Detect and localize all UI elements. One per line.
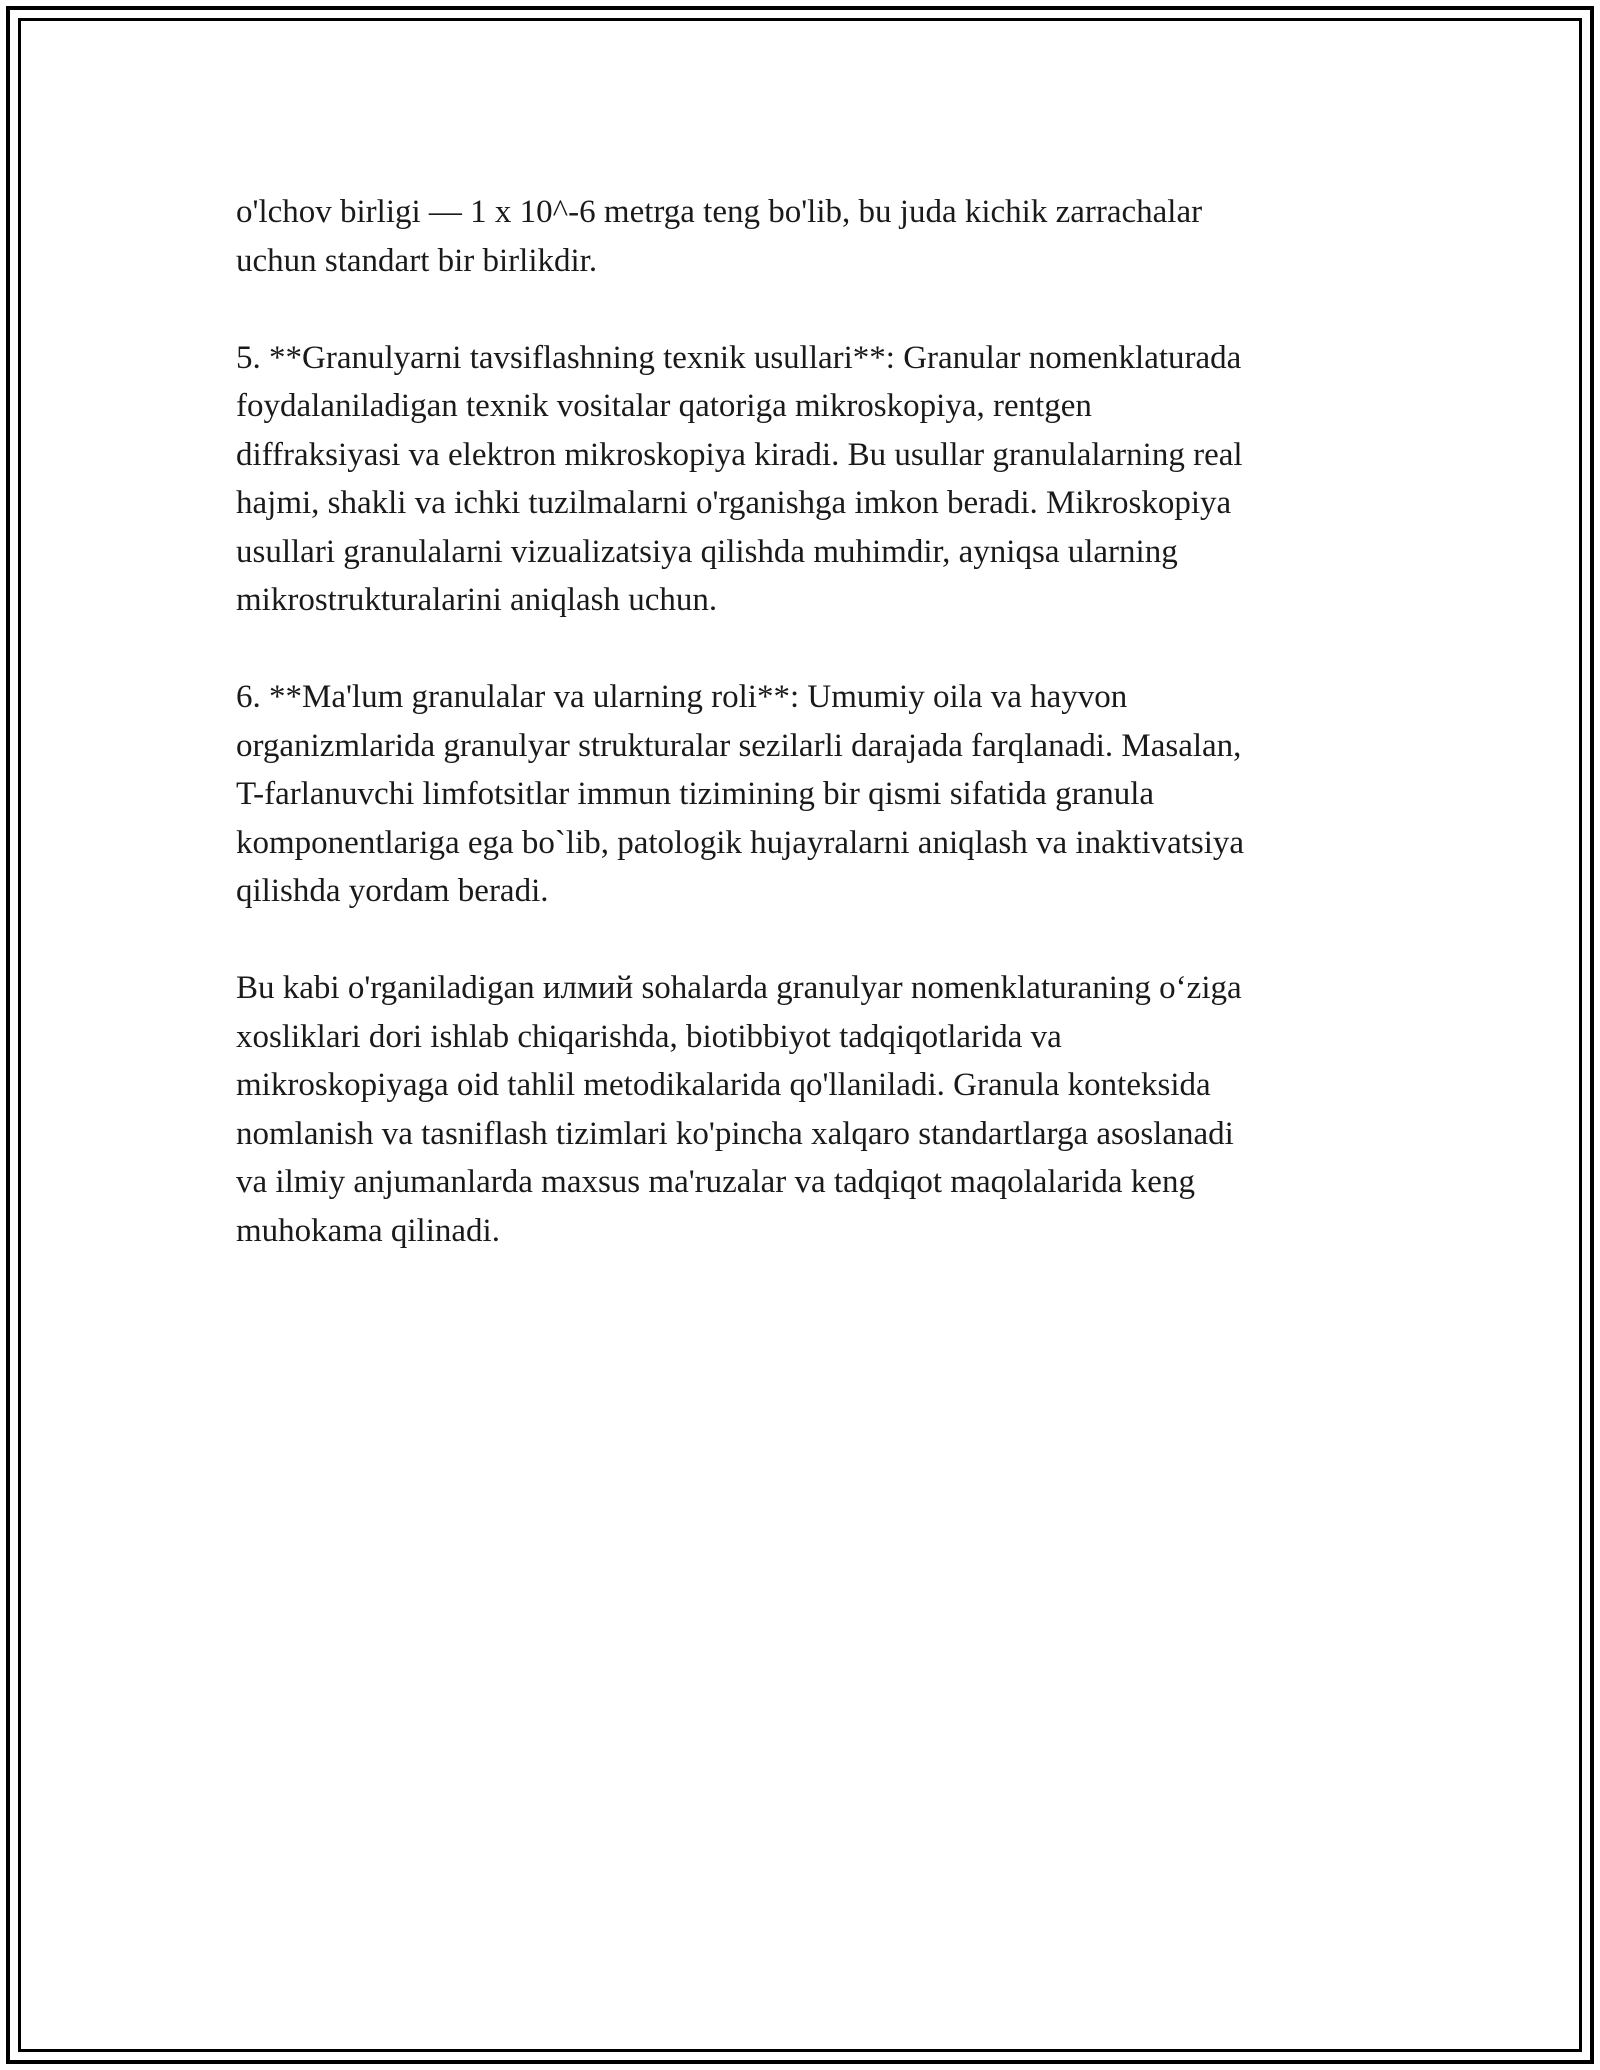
paragraph-technical-methods: 5. **Granulyarni tavsiflashning texnik usullari**: Granular nomenklaturada foydalaniladigan texnik vositalar qatoriga mikroskopiya, rentgen diffraksiyasi va elektron mikroskopiya kiradi. Bu usullar granulalarning real hajmi, shakli va ichki tuzilmalarni o'rganishga imkon beradi. Mikroskopiya usullari granulalarni vizualizatsiya qilishda muhimdir, ayniqsa ularning mikrostrukturalarini aniqlash uchun. — [236, 339, 1243, 618]
paragraph-conclusion: Bu kabi o'rganiladigan илмий sohalarda granulyar nomenklaturaning o‘ziga xosliklari dori ishlab chiqarishda, biotibbiyot tadqiqotlarida va mikroskopiyaga oid tahlil metodikalarida qo'llaniladi. Granula konteksida nomlanish va tasniflash tizimlari ko'pincha xalqaro standartlarga asoslanadi va ilmiy anjumanlarda maxsus ma'ruzalar va tadqiqot maqolalarida keng muhokama qilinadi. — [236, 970, 1242, 1249]
document-body — [236, 188, 1366, 1255]
paragraph-unit-definition: o'lchov birligi — 1 x 10^-6 metrga teng bo'lib, bu juda kichik zarrachalar uchun standart bir birlikdir. — [236, 194, 1203, 279]
paragraph-known-granules: 6. **Ma'lum granulalar va ularning roli**: Umumiy oila va hayvon organizmlarida granulyar strukturalar sezilarli darajada farqlanadi. Masalan, T-farlanuvchi limfotsitlar immun tizimining bir qismi sifatida granula komponentlariga ega bo`lib, patologik hujayralarni aniqlash va inaktivatsiya qilishda yordam beradi. — [236, 679, 1245, 909]
